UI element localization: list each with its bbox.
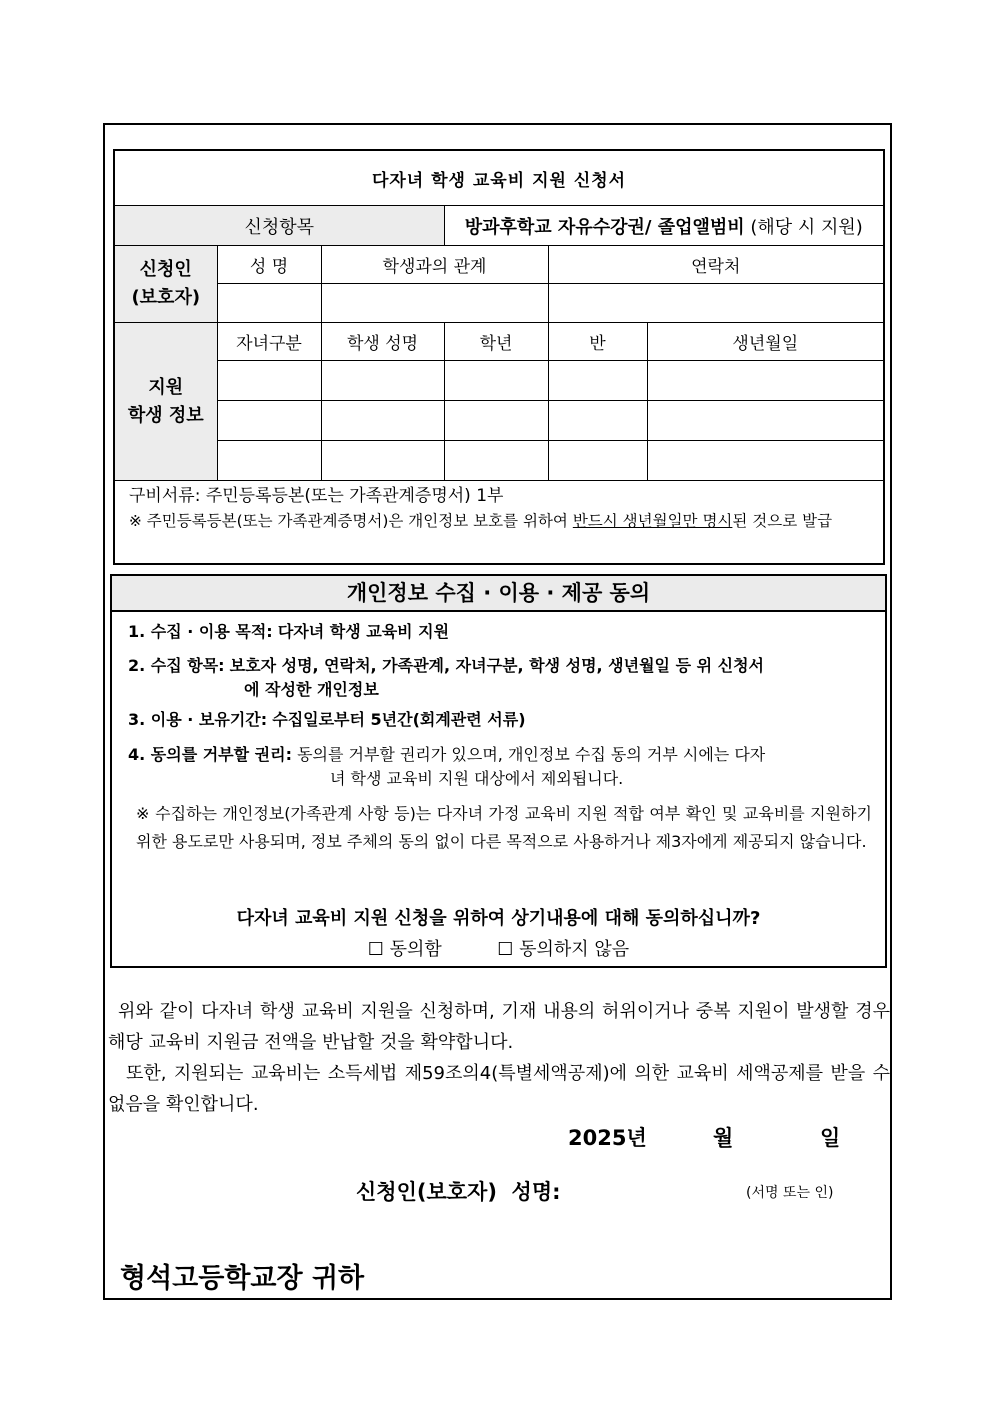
student-header-birthdate: 생년월일 xyxy=(647,323,884,361)
form-title: 다자녀 학생 교육비 지원 신청서 xyxy=(114,150,884,206)
notice-suffix: 된 것으로 발급 xyxy=(732,512,833,530)
date-year: 2025년 xyxy=(568,1126,647,1150)
notice-underlined: 반드시 생년월일만 명시 xyxy=(572,512,733,530)
consent-item-purpose xyxy=(128,620,876,644)
apply-item-value xyxy=(444,206,884,246)
student-field[interactable] xyxy=(647,361,884,401)
agree-checkbox[interactable]: ☐ 동의함 xyxy=(367,939,442,960)
date-month: 월 xyxy=(713,1126,734,1150)
consent-item-key: 1. 수집 · 이용 목적: xyxy=(128,622,273,641)
applicant-relation-field[interactable] xyxy=(321,284,548,323)
consent-item-value: 수집일로부터 5년간(회계관련 서류) xyxy=(272,710,526,729)
consent-item-key: 2. 수집 항목: xyxy=(128,656,225,675)
consent-box xyxy=(110,574,887,968)
pledge-paragraph-1: 위와 같이 다자녀 학생 교육비 지원을 신청하며, 기재 내용의 허위이거나 중복 지원이 발생할 경우 해당 교육비 지원금 전액을 반납할 것을 확약합니다. xyxy=(108,1001,890,1053)
consent-item-period xyxy=(128,708,876,732)
consent-item-right xyxy=(128,743,876,791)
student-label-line1: 지원 xyxy=(148,376,184,398)
apply-item-label: 신청항목 xyxy=(114,206,444,246)
student-field[interactable] xyxy=(217,361,321,401)
consent-notice: ※ 수집하는 개인정보(가족관계 사항 등)는 다자녀 가정 교육비 지원 적합 여부 확인 및 교육비를 지원하기 위한 용도로만 사용되며, 정보 주체의 동의 없이 다른 목적으로 사용하거나 제3자에게 제공되지 않습니다. xyxy=(136,804,872,851)
consent-item-key: 4. 동의를 거부할 권리: xyxy=(128,745,292,764)
consent-choices xyxy=(112,935,885,961)
consent-item-cont: 녀 학생 교육비 지원 대상에서 제외됩니다. xyxy=(330,769,624,788)
student-field[interactable] xyxy=(321,361,444,401)
consent-item-value: 동의를 거부할 권리가 있으며, 개인정보 수집 동의 거부 시에는 다자 xyxy=(297,745,766,764)
applicant-header-name: 성 명 xyxy=(217,246,321,284)
documents-note xyxy=(114,481,884,565)
recipient: 형석고등학교장 귀하 xyxy=(120,1263,365,1294)
date-day: 일 xyxy=(820,1126,841,1150)
disagree-checkbox[interactable]: ☐ 동의하지 않음 xyxy=(497,939,630,960)
student-label xyxy=(114,323,217,481)
student-field[interactable] xyxy=(321,441,444,481)
student-header-name: 학생 성명 xyxy=(321,323,444,361)
student-field[interactable] xyxy=(217,401,321,441)
student-field[interactable] xyxy=(444,441,548,481)
applicant-header-contact: 연락처 xyxy=(548,246,884,284)
applicant-label xyxy=(114,246,217,323)
applicant-name-field[interactable] xyxy=(217,284,321,323)
applicant-header-relation: 학생과의 관계 xyxy=(321,246,548,284)
student-field[interactable] xyxy=(647,441,884,481)
student-field[interactable] xyxy=(321,401,444,441)
consent-item-value: 다자녀 학생 교육비 지원 xyxy=(277,622,450,641)
consent-item-key: 3. 이용 · 보유기간: xyxy=(128,710,268,729)
consent-item-collected xyxy=(128,654,876,702)
birthdate-notice xyxy=(119,509,879,533)
student-label-line2: 학생 정보 xyxy=(127,404,204,426)
student-field[interactable] xyxy=(217,441,321,481)
consent-title: 개인정보 수집 · 이용 · 제공 동의 xyxy=(112,576,885,612)
student-header-child-type: 자녀구분 xyxy=(217,323,321,361)
student-header-class: 반 xyxy=(548,323,647,361)
consent-item-cont: 에 작성한 개인정보 xyxy=(244,680,379,699)
pledge-paragraph-2: 또한, 지원되는 교육비는 소득세법 제59조의4(특별세액공제)에 의한 교육비 세액공제를 받을 수 없음을 확인합니다. xyxy=(108,1063,890,1115)
student-field[interactable] xyxy=(444,361,548,401)
applicant-label-line1: 신청인 xyxy=(139,259,192,280)
applicant-label-line2: (보호자) xyxy=(131,287,201,308)
student-field[interactable] xyxy=(548,401,647,441)
required-documents: 구비서류: 주민등록등본(또는 가족관계증명서) 1부 xyxy=(129,486,504,506)
signature-hint: (서명 또는 인) xyxy=(746,1185,834,1201)
student-field[interactable] xyxy=(647,401,884,441)
student-field[interactable] xyxy=(548,361,647,401)
signature-label: 신청인(보호자) 성명: xyxy=(356,1180,561,1204)
consent-question: 다자녀 교육비 지원 신청을 위하여 상기내용에 대해 동의하십니까? xyxy=(236,908,761,929)
apply-item-text: 방과후학교 자유수강권/ 졸업앨범비 xyxy=(464,216,745,238)
applicant-contact-field[interactable] xyxy=(548,284,884,323)
student-field[interactable] xyxy=(444,401,548,441)
student-header-grade: 학년 xyxy=(444,323,548,361)
application-table xyxy=(113,149,885,565)
apply-item-note: (해당 시 지원) xyxy=(750,216,863,238)
consent-item-value: 보호자 성명, 연락처, 가족관계, 자녀구분, 학생 성명, 생년월일 등 위 신청서 xyxy=(229,656,764,675)
notice-text: ※ 주민등록등본(또는 가족관계증명서)은 개인정보 보호를 위하여 xyxy=(128,512,573,530)
student-field[interactable] xyxy=(548,441,647,481)
